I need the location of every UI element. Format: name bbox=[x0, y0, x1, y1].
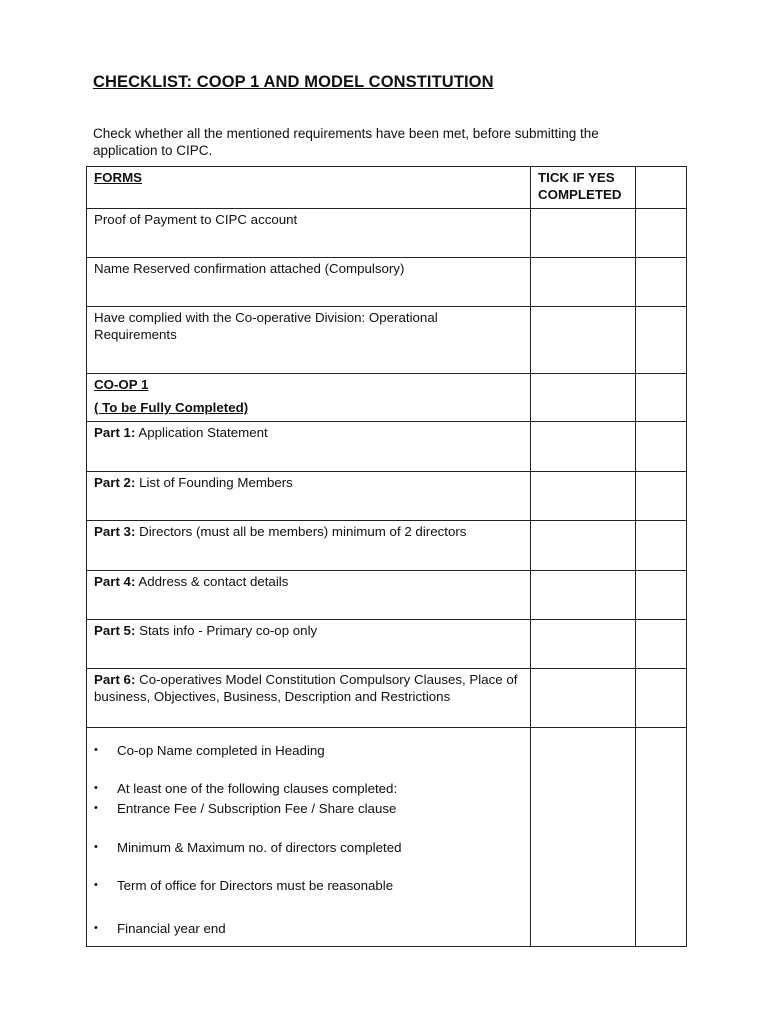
part-5-label: Part 5: Stats info - Primary co-op only bbox=[94, 623, 318, 638]
table-row bbox=[87, 209, 687, 258]
tick-cell[interactable] bbox=[531, 521, 636, 571]
table-row bbox=[87, 472, 687, 521]
extra-cell bbox=[636, 374, 687, 422]
tick-header-line1: TICK IF YES bbox=[538, 170, 615, 185]
bullet-text: Minimum & Maximum no. of directors completed bbox=[117, 840, 402, 855]
tick-cell[interactable] bbox=[531, 422, 636, 472]
table-row bbox=[87, 669, 687, 728]
extra-cell bbox=[636, 472, 687, 521]
row-label-complied: Have complied with the Co-operative Division: Operational Requirements bbox=[94, 310, 438, 342]
extra-header-cell bbox=[636, 167, 687, 209]
tick-header bbox=[531, 167, 635, 203]
table-row bbox=[87, 728, 687, 947]
extra-cell bbox=[636, 571, 687, 620]
extra-cell bbox=[636, 422, 687, 472]
bullet-text: At least one of the following clauses completed: bbox=[117, 781, 398, 796]
extra-cell bbox=[636, 209, 687, 258]
tick-cell[interactable] bbox=[531, 728, 636, 947]
bullet-text: Term of office for Directors must be reasonable bbox=[117, 878, 394, 893]
extra-cell bbox=[636, 307, 687, 374]
table-row bbox=[87, 620, 687, 669]
list-item bbox=[94, 780, 523, 797]
extra-cell bbox=[636, 521, 687, 571]
part-1-label: Part 1: Application Statement bbox=[94, 425, 268, 440]
table-row bbox=[87, 258, 687, 307]
forms-header: FORMS bbox=[94, 170, 143, 185]
bullet-text: Financial year end bbox=[117, 921, 226, 936]
coop1-subheading: ( To be Fully Completed) bbox=[94, 400, 249, 415]
bullet-list bbox=[87, 728, 530, 937]
table-row bbox=[87, 571, 687, 620]
part-3-label: Part 3: Directors (must all be members) minimum of 2 directors bbox=[94, 524, 467, 539]
tick-cell[interactable] bbox=[531, 571, 636, 620]
tick-cell[interactable] bbox=[531, 620, 636, 669]
bullet-icon: • bbox=[94, 841, 98, 853]
bullet-icon: • bbox=[94, 744, 98, 756]
tick-cell[interactable] bbox=[531, 258, 636, 307]
tick-header-line2: COMPLETED bbox=[538, 187, 622, 202]
table-header-row bbox=[87, 167, 687, 209]
tick-cell[interactable] bbox=[531, 472, 636, 521]
table-row bbox=[87, 374, 687, 422]
tick-cell[interactable] bbox=[531, 307, 636, 374]
tick-header-cell bbox=[531, 167, 636, 209]
bullet-icon: • bbox=[94, 782, 98, 794]
checklist-table bbox=[86, 166, 687, 947]
bullet-icon: • bbox=[94, 802, 98, 814]
part-2-label: Part 2: List of Founding Members bbox=[94, 475, 293, 490]
list-item bbox=[94, 877, 523, 894]
table-row bbox=[87, 422, 687, 472]
part-4-label: Part 4: Address & contact details bbox=[94, 574, 289, 589]
bullet-icon: • bbox=[94, 922, 98, 934]
extra-cell bbox=[636, 258, 687, 307]
extra-cell bbox=[636, 728, 687, 947]
table-row bbox=[87, 307, 687, 374]
row-label-name-reserved: Name Reserved confirmation attached (Compulsory) bbox=[94, 261, 405, 276]
tick-cell[interactable] bbox=[531, 209, 636, 258]
coop1-heading: CO-OP 1 bbox=[94, 377, 149, 392]
intro-text: Check whether all the mentioned requirements have been met, before submitting the application to CIPC. bbox=[93, 126, 599, 158]
extra-cell bbox=[636, 669, 687, 728]
bullet-text: Entrance Fee / Subscription Fee / Share clause bbox=[117, 801, 397, 816]
list-item bbox=[94, 920, 523, 937]
tick-cell[interactable] bbox=[531, 374, 636, 422]
list-item bbox=[94, 800, 523, 817]
bullet-icon: • bbox=[94, 879, 98, 891]
list-item bbox=[94, 839, 523, 856]
table-row bbox=[87, 521, 687, 571]
tick-cell[interactable] bbox=[531, 669, 636, 728]
forms-header-cell bbox=[87, 167, 531, 209]
part-6-label: Part 6: Co-operatives Model Constitution Compulsory Clauses, Place of business, Objectives, Business, Description and Restrictions bbox=[94, 672, 518, 704]
page-title: CHECKLIST: COOP 1 AND MODEL CONSTITUTION bbox=[93, 73, 494, 91]
extra-cell bbox=[636, 620, 687, 669]
bullet-text: Co-op Name completed in Heading bbox=[117, 743, 325, 758]
row-label-proof-payment: Proof of Payment to CIPC account bbox=[94, 212, 298, 227]
list-item bbox=[94, 742, 523, 759]
